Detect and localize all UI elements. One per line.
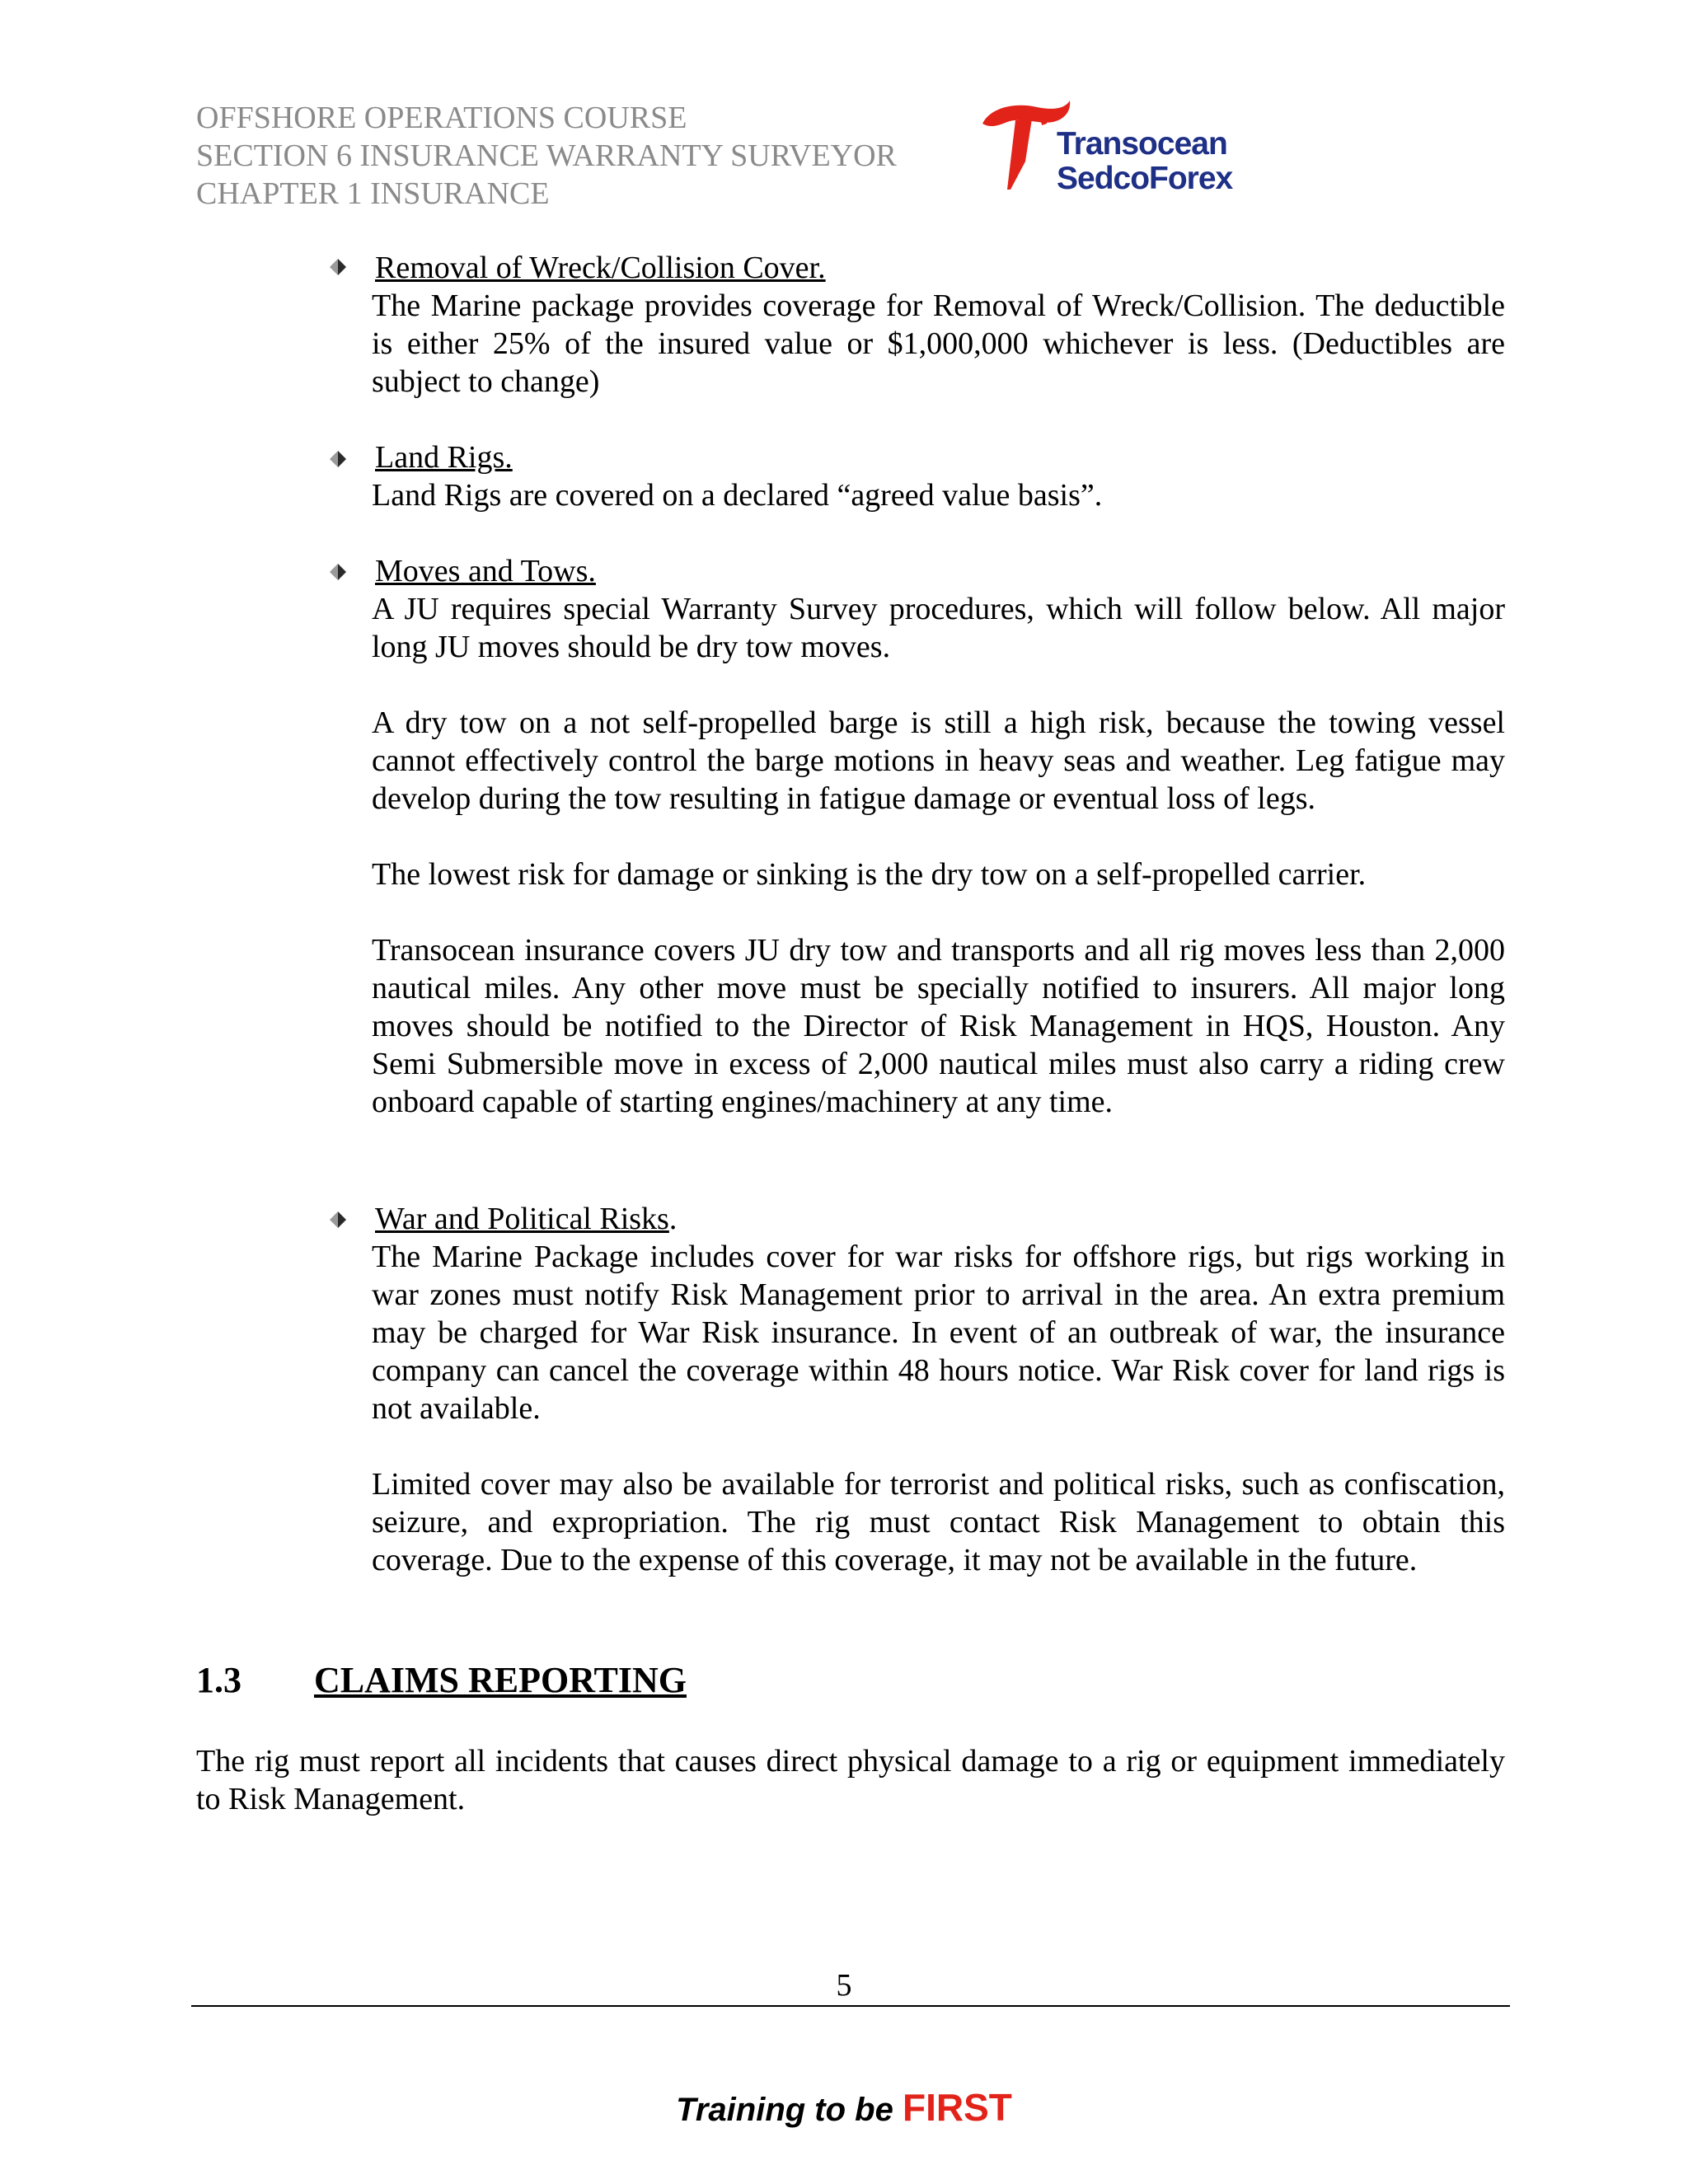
logo-line1: Transocean xyxy=(1057,126,1227,162)
header-chapter: CHAPTER 1 INSURANCE xyxy=(196,176,550,211)
paragraph-moves-2: A dry tow on a not self-propelled barge is still a high risk, because the towing vessel cannot effectively control the barge motions in heavy seas and weather. Leg fatigue may develop during the tow resulting in fatigue damage or eventual loss of legs. xyxy=(372,705,1505,816)
arrow-bullet-icon xyxy=(328,449,348,469)
header-course: OFFSHORE OPERATIONS COURSE xyxy=(196,101,687,135)
section-title-wreck: Removal of Wreck/Collision Cover. xyxy=(375,251,826,285)
section-heading-claims xyxy=(196,1658,687,1703)
footer-tagline-text: Training to be xyxy=(676,2092,903,2128)
paragraph-war-2: Limited cover may also be available for terrorist and political risks, such as confiscation, seizure, and expropriation. The rig must contact Risk Management to obtain this coverage. Due to the expense of this coverage, it may not be available in the future. xyxy=(372,1467,1505,1577)
page-number: 5 xyxy=(836,1968,852,2003)
company-logo xyxy=(979,97,1259,196)
section-title: CLAIMS REPORTING xyxy=(314,1660,687,1700)
paragraph-moves-1: A JU requires special Warranty Survey procedures, which will follow below. All major long JU moves should be dry tow moves. xyxy=(372,592,1505,664)
paragraph-war-1: The Marine Package includes cover for war risks for offshore rigs, but rigs working in war zones must notify Risk Management prior to arrival in the area. An extra premium may be charged for War Risk insurance. In event of an outbreak of war, the insurance company can cancel the coverage within 48 hours notice. War Risk cover for land rigs is not available. xyxy=(372,1240,1505,1426)
section-title-moves-tows: Moves and Tows. xyxy=(375,554,596,588)
paragraph-moves-3: The lowest risk for damage or sinking is the dry tow on a self-propelled carrier. xyxy=(372,857,1367,892)
paragraph-land-rigs: Land Rigs are covered on a declared “agreed value basis”. xyxy=(372,478,1103,513)
paragraph-wreck: The Marine package provides coverage for Removal of Wreck/Collision. The deductible is either 25% of the insured value or $1,000,000 whichever is less. (Deductibles are subject to change) xyxy=(372,288,1505,399)
header-section: SECTION 6 INSURANCE WARRANTY SURVEYOR xyxy=(196,138,897,173)
section-number: 1.3 xyxy=(196,1660,241,1700)
footer-divider xyxy=(191,2005,1510,2007)
arrow-bullet-icon xyxy=(328,562,348,582)
logo-line2: SedcoForex xyxy=(1057,161,1233,196)
paragraph-moves-4: Transocean insurance covers JU dry tow and transports and all rig moves less than 2,000 nautical miles. Any other move must be specially notified to insurers. All major long moves should be notified to the Director of Risk Management in HQS, Houston. Any Semi Submersible move in excess of 2,000 nautical miles must also carry a riding crew onboard capable of starting engines/machinery at any time. xyxy=(372,933,1505,1119)
arrow-bullet-icon xyxy=(328,1210,348,1230)
document-header xyxy=(196,99,1020,213)
logo-wordmark xyxy=(1057,127,1232,196)
section-title-land-rigs: Land Rigs. xyxy=(375,440,513,475)
paragraph-claims: The rig must report all incidents that causes direct physical damage to a rig or equipment immediately to Risk Management. xyxy=(196,1744,1505,1816)
footer-tagline xyxy=(0,2085,1688,2130)
footer-tagline-accent: FIRST xyxy=(902,2086,1012,2129)
section-title-war-risks: War and Political Risks. xyxy=(375,1202,678,1236)
arrow-bullet-icon xyxy=(328,257,348,277)
